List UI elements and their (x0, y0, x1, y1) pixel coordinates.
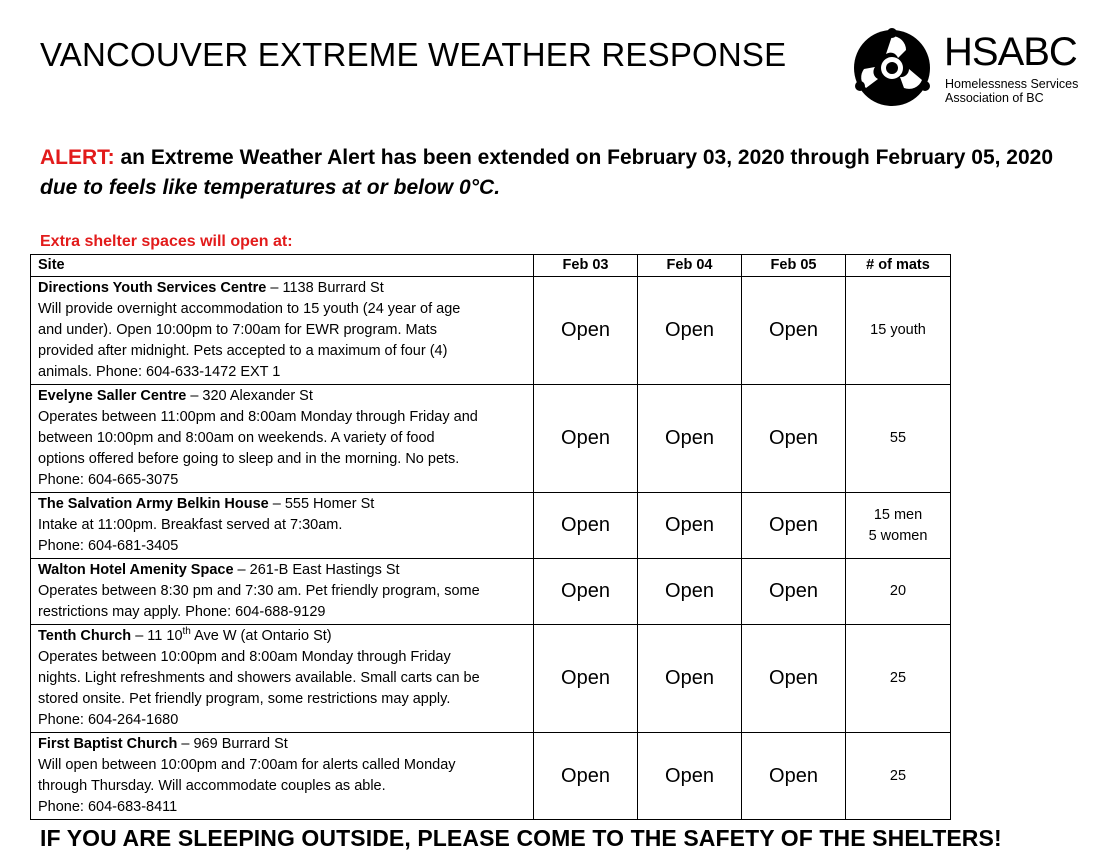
site-address: – 320 Alexander St (186, 388, 313, 404)
site-detail-line: between 10:00pm and 8:00am on weekends. A variety of food (38, 430, 435, 446)
site-detail-line: restrictions may apply. Phone: 604-688-9129 (38, 604, 326, 620)
site-detail-line: Phone: 604-681-3405 (38, 538, 179, 554)
mats-value: 20 (889, 583, 907, 599)
table-header-row (31, 255, 951, 277)
footer-message: IF YOU ARE SLEEPING OUTSIDE, PLEASE COME TO THE SAFETY OF THE SHELTERS! (40, 825, 1002, 851)
mats-cell (846, 625, 951, 733)
column-header-feb05: Feb 05 (742, 255, 846, 277)
status-feb03: Open (534, 493, 638, 559)
mats-value: 55 (889, 430, 907, 446)
site-detail-line: animals. Phone: 604-633-1472 EXT 1 (38, 364, 281, 380)
status-feb03: Open (534, 733, 638, 820)
site-name: First Baptist Church (38, 736, 178, 752)
site-name: Directions Youth Services Centre (38, 280, 267, 296)
shelter-table (30, 254, 951, 820)
status-feb04: Open (638, 385, 742, 493)
status-feb05: Open (742, 733, 846, 820)
extra-shelter-heading: Extra shelter spaces will open at: (40, 233, 293, 250)
alert-text: an Extreme Weather Alert has been extended on February 03, 2020 through February 05, 2020 (114, 146, 1054, 169)
site-cell (31, 385, 534, 493)
mats-value: 15 youth (870, 322, 926, 338)
table-row (31, 559, 951, 625)
status-feb04: Open (638, 733, 742, 820)
site-name: Evelyne Saller Centre (38, 388, 187, 404)
status-feb05: Open (742, 625, 846, 733)
column-header-site: Site (31, 255, 534, 277)
column-header-feb03: Feb 03 (534, 255, 638, 277)
table-row (31, 385, 951, 493)
alert-message (40, 143, 1070, 203)
mats-cell (846, 385, 951, 493)
site-cell (31, 493, 534, 559)
site-detail-line: Will open between 10:00pm and 7:00am for alerts called Monday (38, 757, 456, 773)
column-header-mats: # of mats (846, 255, 951, 277)
hsabc-logo (852, 28, 1092, 108)
site-detail-line: nights. Light refreshments and showers available. Small carts can be (38, 670, 480, 686)
status-feb04: Open (638, 277, 742, 385)
site-cell (31, 277, 534, 385)
mats-cell (846, 493, 951, 559)
site-detail-line: options offered before going to sleep and in the morning. No pets. (38, 451, 460, 467)
site-detail-line: Operates between 8:30 pm and 7:30 am. Pet friendly program, some (38, 583, 480, 599)
logo-name: HSABC (944, 30, 1077, 74)
status-feb05: Open (742, 385, 846, 493)
site-name: Walton Hotel Amenity Space (38, 562, 234, 578)
site-address: – 555 Homer St (268, 496, 375, 512)
site-detail-line: through Thursday. Will accommodate couples as able. (38, 778, 386, 794)
table-row (31, 277, 951, 385)
hsabc-logo-icon (852, 28, 932, 108)
site-detail-line: Phone: 604-665-3075 (38, 472, 179, 488)
site-address-suffix: th (182, 626, 191, 638)
site-detail-line: Will provide overnight accommodation to 15 youth (24 year of age (38, 301, 461, 317)
page-title: VANCOUVER EXTREME WEATHER RESPONSE (40, 36, 787, 73)
status-feb05: Open (742, 559, 846, 625)
site-address: – 11 10 (131, 628, 183, 644)
mats-value: 25 (889, 670, 907, 686)
status-feb03: Open (534, 625, 638, 733)
status-feb04: Open (638, 625, 742, 733)
site-detail-line: Intake at 11:00pm. Breakfast served at 7:30am. (38, 517, 343, 533)
site-detail-line: Phone: 604-683-8411 (38, 799, 178, 815)
mats-cell (846, 559, 951, 625)
logo-subtitle-line2: Association of BC (945, 91, 1044, 105)
status-feb03: Open (534, 559, 638, 625)
site-detail-line: and under). Open 10:00pm to 7:00am for EWR program. Mats (38, 322, 437, 338)
site-cell (31, 625, 534, 733)
site-name: The Salvation Army Belkin House (38, 496, 269, 512)
site-cell (31, 733, 534, 820)
table-row (31, 493, 951, 559)
site-detail-line: Operates between 11:00pm and 8:00am Monday through Friday and (38, 409, 478, 425)
status-feb05: Open (742, 493, 846, 559)
table-row (31, 625, 951, 733)
site-address: – 969 Burrard St (177, 736, 288, 752)
site-name: Tenth Church (38, 628, 132, 644)
logo-subtitle-line1: Homelessness Services (945, 77, 1079, 91)
mats-value: 25 (889, 767, 907, 784)
mats-cell (846, 277, 951, 385)
site-detail-line: stored onsite. Pet friendly program, some restrictions may apply. (38, 691, 451, 707)
alert-label: ALERT: (40, 146, 115, 169)
site-detail-line: Phone: 604-264-1680 (38, 712, 179, 728)
alert-reason: due to feels like temperatures at or below 0°C. (40, 176, 501, 199)
logo-subtitle (945, 77, 1078, 105)
column-header-feb04: Feb 04 (638, 255, 742, 277)
site-address: – 1138 Burrard St (266, 280, 384, 296)
status-feb03: Open (534, 277, 638, 385)
site-address: – 261-B East Hastings St (233, 562, 400, 578)
site-detail-line: Operates between 10:00pm and 8:00am Monday through Friday (38, 649, 451, 665)
site-cell (31, 559, 534, 625)
site-address-rest: Ave W (at Ontario St) (190, 628, 332, 644)
status-feb04: Open (638, 493, 742, 559)
status-feb04: Open (638, 559, 742, 625)
status-feb05: Open (742, 277, 846, 385)
table-row (31, 733, 951, 820)
mats-value: 5 women (868, 527, 928, 544)
mats-cell (846, 733, 951, 820)
mats-value: 15 men (873, 506, 923, 523)
site-detail-line: provided after midnight. Pets accepted to a maximum of four (4) (38, 343, 448, 359)
status-feb03: Open (534, 385, 638, 493)
